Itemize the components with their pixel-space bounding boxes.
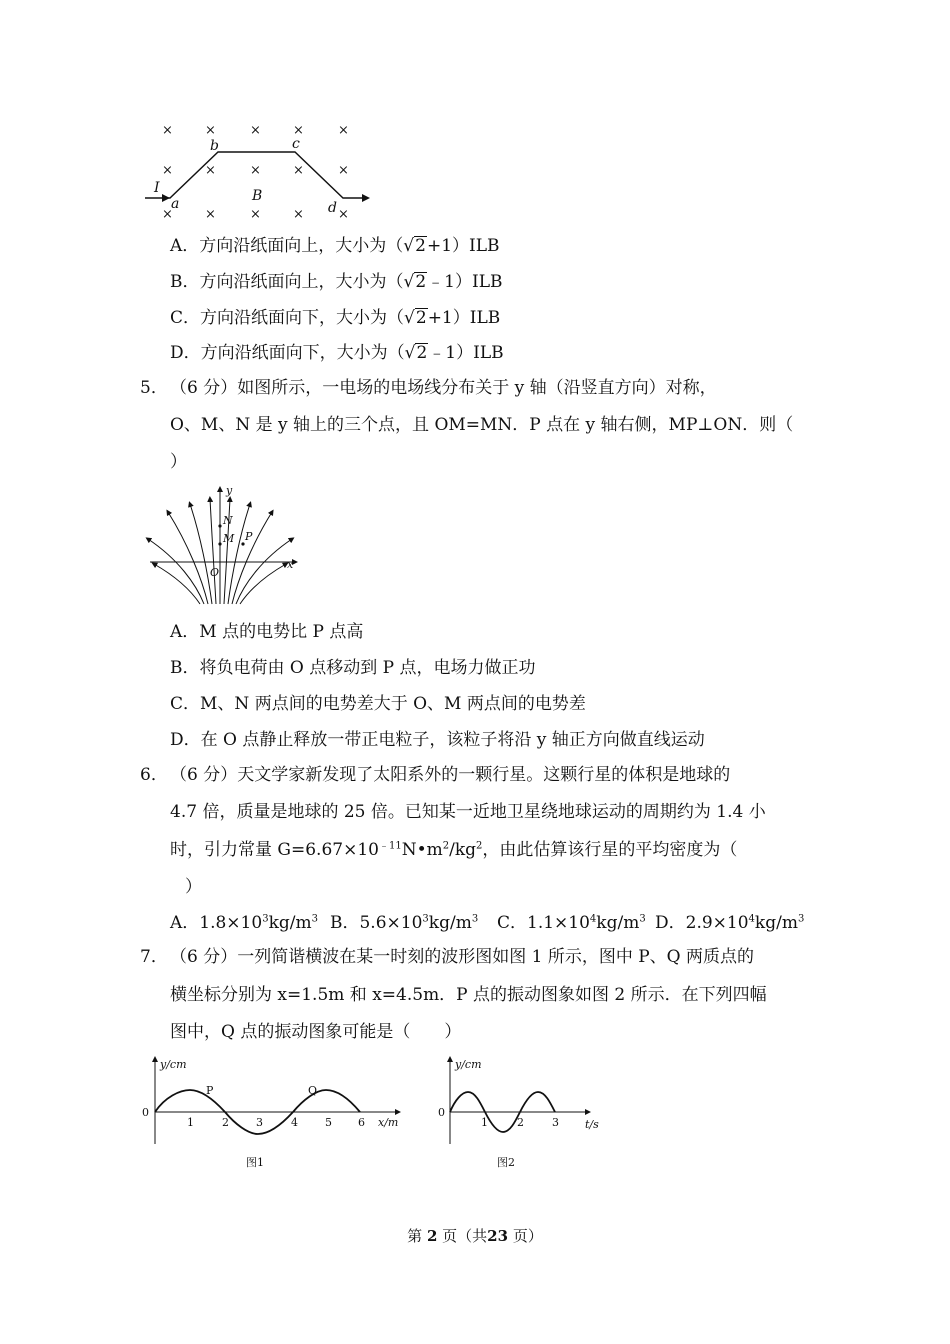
field-cross: ×: [338, 123, 349, 138]
fig1-ylabel: y/cm: [160, 1058, 187, 1071]
fig2-origin: 0: [438, 1106, 445, 1119]
label-d: d: [328, 200, 337, 216]
axis-y-label: y: [226, 484, 233, 497]
current-arrow: [362, 194, 370, 202]
q5-option-c: C．M、N 两点间的电势差大于 O、M 两点间的电势差: [170, 694, 586, 714]
q5-stem-line1: （6 分）如图所示，一电场的电场线分布关于 y 轴（沿竖直方向）对称，: [170, 378, 717, 398]
fig1-point-P: P: [206, 1084, 214, 1097]
q6-option-a: A．$1.8\times 10^3kg/m^3$: [170, 913, 318, 933]
q4-option-c: C．方向沿纸面向下，大小为（√2+1）ILB: [170, 308, 501, 328]
field-cross: ×: [162, 163, 173, 178]
point-P-label: P: [245, 530, 253, 543]
q5-stem-line3: ）: [170, 452, 187, 472]
field-cross: ×: [205, 207, 216, 222]
label-B: B: [252, 188, 263, 204]
label-b: b: [210, 138, 219, 154]
q4-option-d: D．方向沿纸面向下，大小为（√2﹣1）ILB: [170, 343, 504, 363]
fig1-point-Q: Q: [308, 1084, 318, 1097]
fig1-tick: 5: [325, 1116, 332, 1129]
q4-option-a: A．方向沿纸面向上，大小为（√2+1）ILB: [170, 236, 500, 256]
q6-number: 6．: [140, 765, 168, 785]
field-cross: ×: [205, 163, 216, 178]
axis-x-label: x: [287, 558, 294, 571]
q7-figure-1-waveform: [140, 1052, 410, 1177]
q6-stem-line2: 4.7 倍，质量是地球的 25 倍。已知某一近地卫星绕地球运动的周期约为 1.4 小: [170, 802, 766, 822]
fig2-ylabel: y/cm: [455, 1058, 482, 1071]
fig2-tick: 3: [552, 1116, 559, 1129]
fig1-tick: 2: [222, 1116, 229, 1129]
q6-stem-line4: ）: [185, 877, 202, 897]
q7-figure-2-vibration: [435, 1052, 615, 1177]
point-M-label: M: [223, 532, 235, 545]
fig1-tick: 6: [358, 1116, 365, 1129]
field-cross: ×: [205, 123, 216, 138]
page-footer: 第 2 页（共23 页）: [407, 1227, 543, 1245]
field-cross: ×: [250, 123, 261, 138]
q6-option-d: D．$2.9\times 10^4kg/m^3$: [655, 913, 805, 933]
point-N-label: N: [223, 514, 233, 527]
field-cross: ×: [293, 163, 304, 178]
q5-option-d: D．在 O 点静止释放一带正电粒子，该粒子将沿 y 轴正方向做直线运动: [170, 730, 705, 750]
label-a: a: [171, 196, 180, 212]
q5-electric-field-figure: [140, 484, 310, 609]
current-arrow-left: [162, 194, 170, 202]
fig1-xlabel: x/m: [378, 1116, 399, 1129]
q6-option-c: C．$1.1\times 10^4kg/m^3$: [497, 913, 646, 933]
q7-stem-line3: 图中，Q 点的振动图象可能是（ ）: [170, 1022, 462, 1042]
label-I: I: [154, 180, 160, 196]
fig2-caption: 图2: [497, 1156, 515, 1169]
fig1-tick: 4: [291, 1116, 298, 1129]
q6-option-b: B．$5.6\times 10^3kg/m^3$: [330, 913, 479, 933]
field-cross: ×: [293, 207, 304, 222]
fig1-tick: 3: [256, 1116, 263, 1129]
field-cross: ×: [162, 207, 173, 222]
field-cross: ×: [338, 207, 349, 222]
field-cross: ×: [162, 123, 173, 138]
field-cross: ×: [250, 207, 261, 222]
q4-magnetic-field-figure: [140, 118, 370, 228]
field-cross: ×: [293, 123, 304, 138]
fig2-xlabel: t/s: [585, 1118, 599, 1131]
field-cross: ×: [338, 163, 349, 178]
q4-option-b: B．方向沿纸面向上，大小为（√2﹣1）ILB: [170, 272, 503, 292]
fig2-tick: 2: [517, 1116, 524, 1129]
q7-stem-line1: （6 分）一列简谐横波在某一时刻的波形图如图 1 所示，图中 P、Q 两质点的: [170, 947, 755, 967]
label-c: c: [292, 136, 300, 152]
q6-stem-line3: 时，引力常量 $G=6.67\times 10^{﹣11}N•m^2/kg^2$，由此估算该行星的平均密度为（: [170, 840, 738, 860]
field-cross: ×: [250, 163, 261, 178]
q5-option-a: A．M 点的电势比 P 点高: [170, 622, 364, 642]
q5-option-b: B．将负电荷由 O 点移动到 P 点，电场力做正功: [170, 658, 536, 678]
q7-number: 7．: [140, 947, 168, 967]
q7-stem-line2: 横坐标分别为 x=1.5m 和 x=4.5m．P 点的振动图象如图 2 所示．在下列四幅: [170, 985, 767, 1005]
fig1-caption: 图1: [246, 1156, 264, 1169]
q5-stem-line2: O、M、N 是 y 轴上的三个点，且 OM=MN．P 点在 y 轴右侧，MP⊥ON．则（: [170, 415, 794, 435]
q6-stem-line1: （6 分）天文学家新发现了太阳系外的一颗行星。这颗行星的体积是地球的: [170, 765, 731, 785]
q5-number: 5．: [140, 378, 168, 398]
fig1-origin: 0: [142, 1106, 149, 1119]
fig1-tick: 1: [187, 1116, 194, 1129]
fig2-tick: 1: [481, 1116, 488, 1129]
point-O-label: O: [210, 566, 220, 579]
